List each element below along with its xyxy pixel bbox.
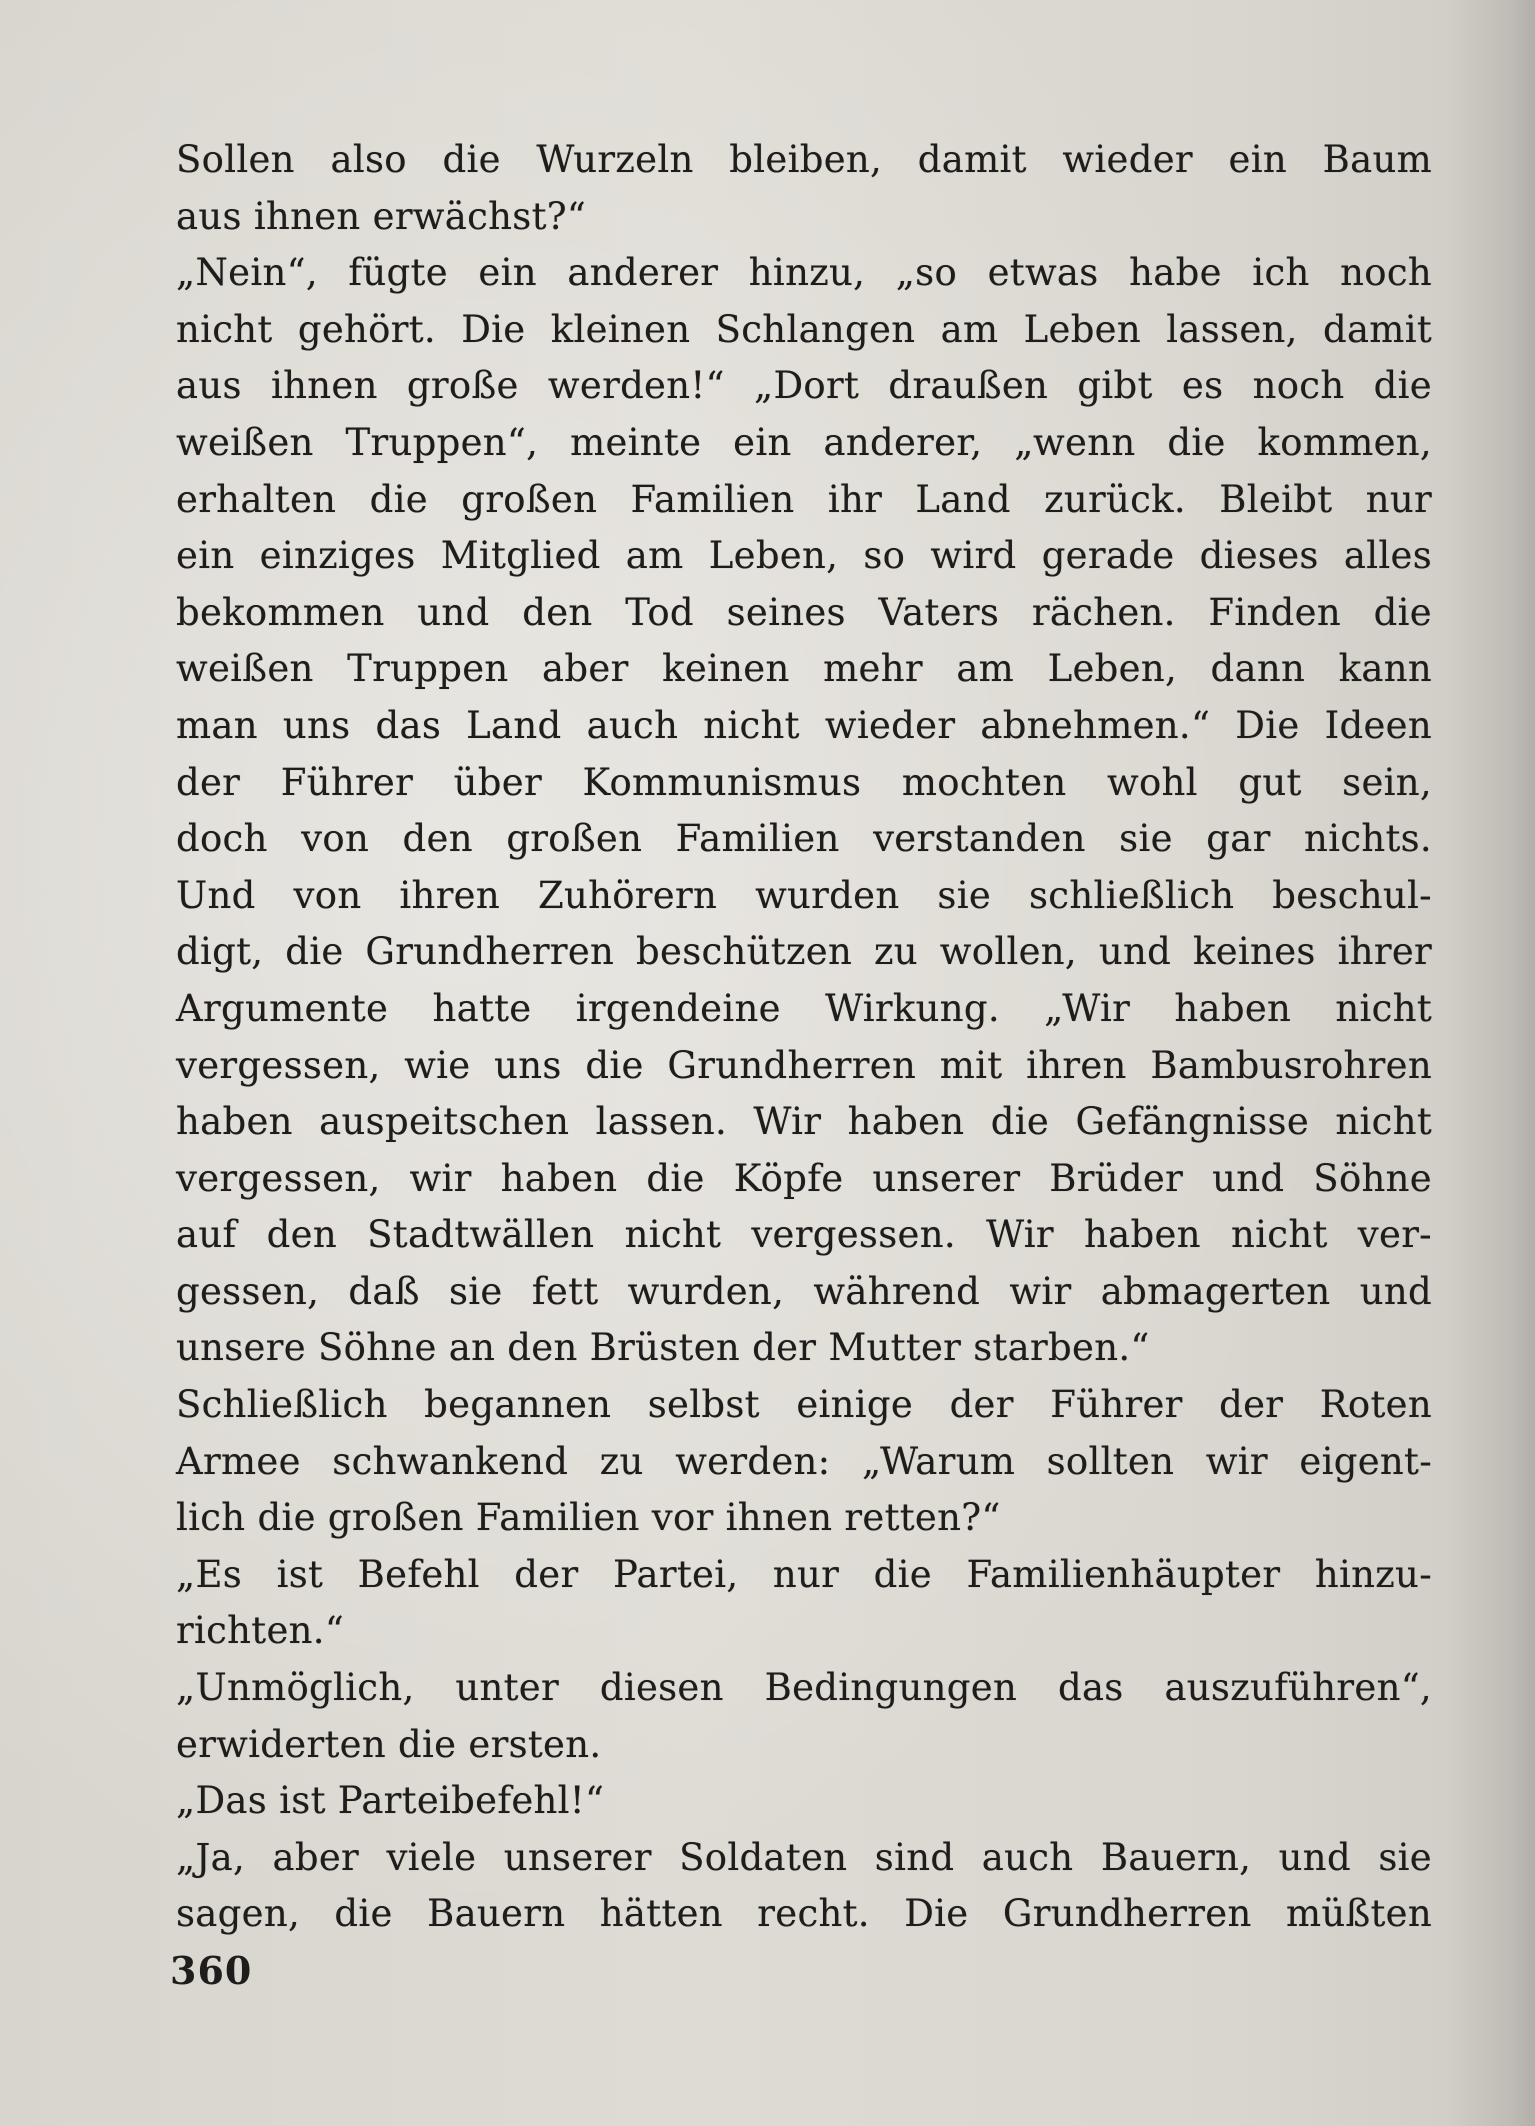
body-text — [176, 132, 1432, 1943]
text-line: vergessen, wir haben die Köpfe unserer Brüder und Söhne — [176, 1156, 1432, 1200]
text-line: aus ihnen große werden!“ „Dort draußen gibt es noch die — [176, 364, 1432, 408]
text-line: haben auspeitschen lassen. Wir haben die Gefängnisse nicht — [176, 1100, 1432, 1144]
text-line: „Ja, aber viele unserer Soldaten sind auch Bauern, und sie — [176, 1835, 1432, 1879]
text-line: nicht gehört. Die kleinen Schlangen am Leben lassen, damit — [176, 307, 1432, 351]
text-line: unsere Söhne an den Brüsten der Mutter starben.“ — [176, 1326, 1150, 1370]
text-line: Armee schwankend zu werden: „Warum sollten wir eigent- — [176, 1439, 1432, 1483]
text-line: „Nein“, fügte ein anderer hinzu, „so etwas habe ich noch — [176, 251, 1432, 295]
text-line: man uns das Land auch nicht wieder abnehmen.“ Die Ideen — [176, 703, 1432, 747]
text-line: erwiderten die ersten. — [176, 1722, 602, 1766]
text-line: digt, die Grundherren beschützen zu wollen, und keines ihrer — [176, 930, 1432, 974]
text-line: weißen Truppen aber keinen mehr am Leben, dann kann — [176, 647, 1432, 691]
text-line: ein einziges Mitglied am Leben, so wird gerade dieses alles — [176, 534, 1432, 578]
text-line: lich die großen Familien vor ihnen retten?“ — [176, 1496, 1001, 1540]
text-line: Sollen also die Wurzeln bleiben, damit wieder ein Baum — [176, 138, 1432, 181]
text-line: aus ihnen erwächst?“ — [176, 194, 587, 238]
text-line: sagen, die Bauern hätten recht. Die Grundherren müßten — [176, 1892, 1432, 1936]
text-line: auf den Stadtwällen nicht vergessen. Wir haben nicht ver- — [176, 1213, 1432, 1257]
text-line: gessen, daß sie fett wurden, während wir abmagerten und — [176, 1269, 1432, 1313]
spine-shadow — [1445, 0, 1535, 2126]
text-line: der Führer über Kommunismus mochten wohl gut sein, — [176, 760, 1432, 804]
text-line: vergessen, wie uns die Grundherren mit ihren Bambusrohren — [176, 1043, 1432, 1087]
text-line: doch von den großen Familien verstanden sie gar nichts. — [176, 817, 1432, 861]
text-line: „Es ist Befehl der Partei, nur die Familienhäupter hinzu- — [176, 1552, 1432, 1596]
text-line: richten.“ — [176, 1609, 345, 1653]
text-line: bekommen und den Tod seines Vaters rächen. Finden die — [176, 590, 1432, 634]
text-line: weißen Truppen“, meinte ein anderer, „wenn die kommen, — [176, 420, 1432, 464]
page-number: 360 — [170, 1948, 253, 1993]
text-line: „Das ist Parteibefehl!“ — [176, 1779, 605, 1823]
text-line: „Unmöglich, unter diesen Bedingungen das auszuführen“, — [176, 1666, 1432, 1710]
text-line: Und von ihren Zuhörern wurden sie schließlich beschul- — [176, 873, 1432, 917]
text-line: Schließlich begannen selbst einige der Führer der Roten — [176, 1383, 1432, 1427]
text-line: erhalten die großen Familien ihr Land zurück. Bleibt nur — [176, 477, 1432, 521]
text-line: Argumente hatte irgendeine Wirkung. „Wir haben nicht — [176, 986, 1432, 1030]
